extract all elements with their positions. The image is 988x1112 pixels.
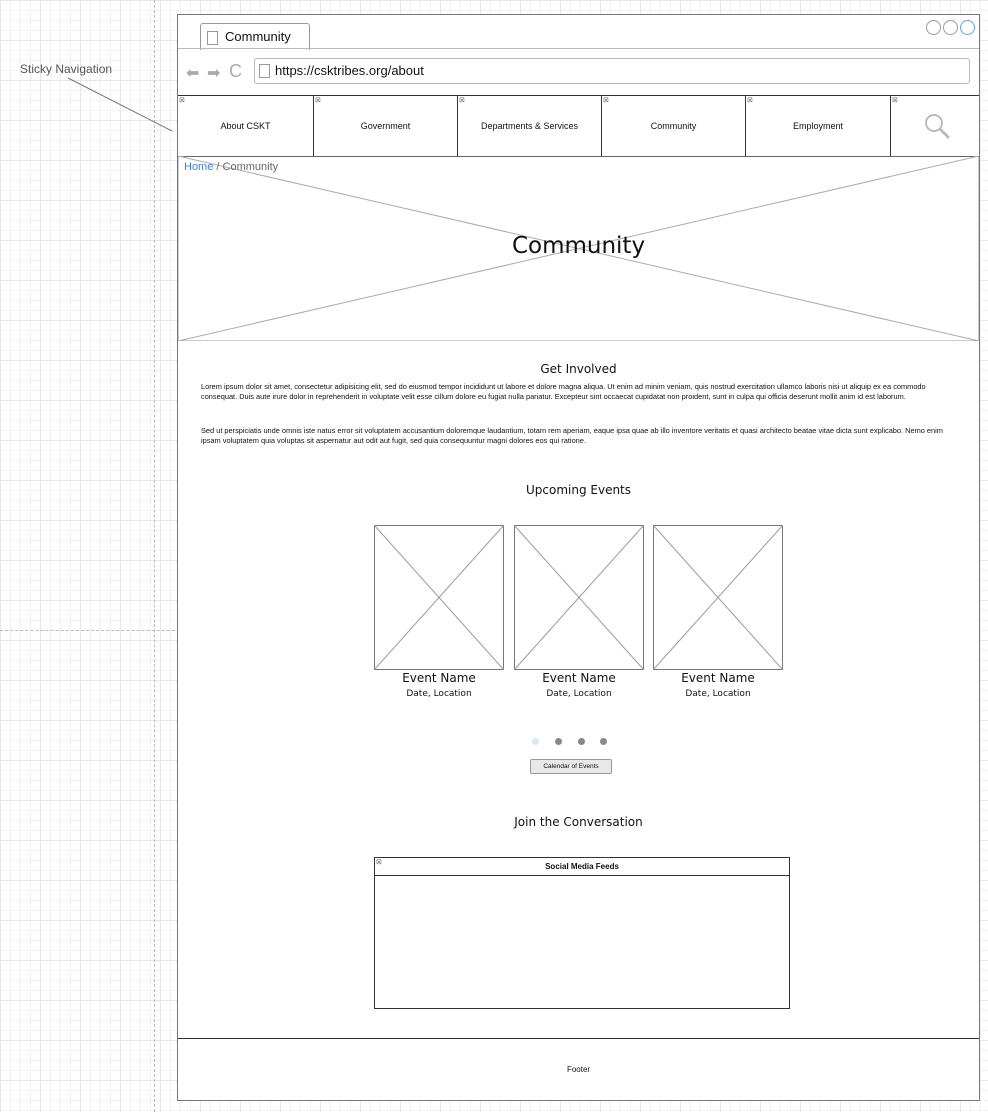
get-involved-paragraph-2: Sed ut perspiciatis unde omnis iste natus error sit voluptatem accusantium doloremque laudantium, totam rem aperiam, eaque ipsa quae ab illo inventore veritatis et quasi architecto beatae vitae dicta sunt explicabo. Nemo enim ipsam voluptatem quia voluptas sit aspernatur aut odit aut fugit, sed quia consequuntur magni dolores eos qui ratione. [201, 426, 943, 445]
sticky-navigation [178, 95, 979, 157]
guide-line-horizontal [0, 630, 180, 631]
nav-item-community[interactable] [602, 96, 746, 156]
tab-title: Community [225, 29, 291, 44]
upcoming-events-heading: Upcoming Events [525, 483, 632, 497]
image-placeholder-icon: ⊠ [376, 859, 382, 866]
nav-item-employment[interactable] [746, 96, 891, 156]
carousel-dot-3[interactable] [578, 738, 585, 745]
search-button[interactable] [891, 96, 982, 156]
event-name-3[interactable]: Event Name [681, 671, 755, 685]
page-icon [207, 31, 218, 45]
breadcrumb-home-link[interactable]: Home [184, 161, 214, 173]
page-title: Community [511, 233, 646, 259]
reload-icon[interactable]: C [229, 61, 242, 81]
footer: Footer [178, 1038, 979, 1100]
event-image-3[interactable] [653, 525, 783, 670]
url-text: https://csktribes.org/about [275, 63, 424, 78]
join-conversation-heading: Join the Conversation [514, 815, 643, 829]
nav-label: Community [650, 121, 697, 131]
get-involved-heading: Get Involved [540, 362, 617, 376]
calendar-of-events-button[interactable]: Calendar of Events [530, 759, 612, 774]
image-placeholder-icon: ⊠ [315, 97, 321, 104]
carousel-dots [178, 738, 979, 746]
nav-label: About CSKT [220, 121, 271, 131]
nav-item-government[interactable] [314, 96, 458, 156]
browser-tab[interactable] [200, 23, 310, 50]
tab-divider [178, 48, 979, 49]
image-placeholder-icon: ⊠ [747, 97, 753, 104]
window-controls [924, 20, 975, 40]
maximize-button[interactable] [943, 20, 958, 35]
breadcrumb [184, 161, 278, 173]
breadcrumb-separator: / [213, 161, 223, 173]
guide-line-vertical [154, 0, 155, 1112]
event-meta-3: Date, Location [685, 689, 751, 699]
event-name-1[interactable]: Event Name [402, 671, 476, 685]
event-name-2[interactable]: Event Name [542, 671, 616, 685]
image-placeholder-icon: ⊠ [892, 97, 898, 104]
close-button[interactable] [960, 20, 975, 35]
nav-item-about[interactable] [178, 96, 314, 156]
page-icon [259, 64, 270, 78]
event-image-1[interactable] [374, 525, 504, 670]
nav-label: Departments & Services [480, 121, 579, 131]
nav-item-departments[interactable] [458, 96, 602, 156]
get-involved-paragraph-1: Lorem ipsum dolor sit amet, consectetur adipisicing elit, sed do eiusmod tempor incididunt ut labore et dolore magna aliqua. Ut enim ad minim veniam, quis nostrud exercitation ullamco laboris nisi ut aliquip ex ea commodo consequat. Duis aute irure dolor in reprehenderit in voluptate velit esse cillum dolore eu fugiat nulla pariatur. Excepteur sint occaecat cupidatat non proident, sunt in culpa qui officia deserunt mollit anim id est laborum. [201, 382, 926, 401]
breadcrumb-current: Community [222, 161, 279, 173]
image-placeholder-icon: ⊠ [179, 97, 185, 104]
carousel-dot-1[interactable] [532, 738, 539, 745]
browser-window [177, 14, 980, 1101]
carousel-dot-4[interactable] [600, 738, 607, 745]
nav-label: Employment [792, 121, 844, 131]
event-image-2[interactable] [514, 525, 644, 670]
annotation-sticky-navigation: Sticky Navigation [20, 62, 113, 76]
address-bar[interactable] [254, 58, 970, 84]
carousel-dot-2[interactable] [555, 738, 562, 745]
minimize-button[interactable] [926, 20, 941, 35]
social-media-feeds-panel [374, 857, 790, 1009]
nav-label: Government [360, 121, 411, 131]
event-meta-1: Date, Location [406, 689, 472, 699]
annotation-pointer-line [0, 0, 200, 140]
search-icon [922, 111, 952, 141]
image-placeholder-icon: ⊠ [603, 97, 609, 104]
forward-arrow-icon[interactable]: ➡ [207, 65, 221, 82]
image-placeholder-icon: ⊠ [459, 97, 465, 104]
back-arrow-icon[interactable]: ⬅ [186, 65, 200, 82]
social-media-feeds-header: Social Media Feeds [375, 858, 789, 876]
event-meta-2: Date, Location [546, 689, 612, 699]
